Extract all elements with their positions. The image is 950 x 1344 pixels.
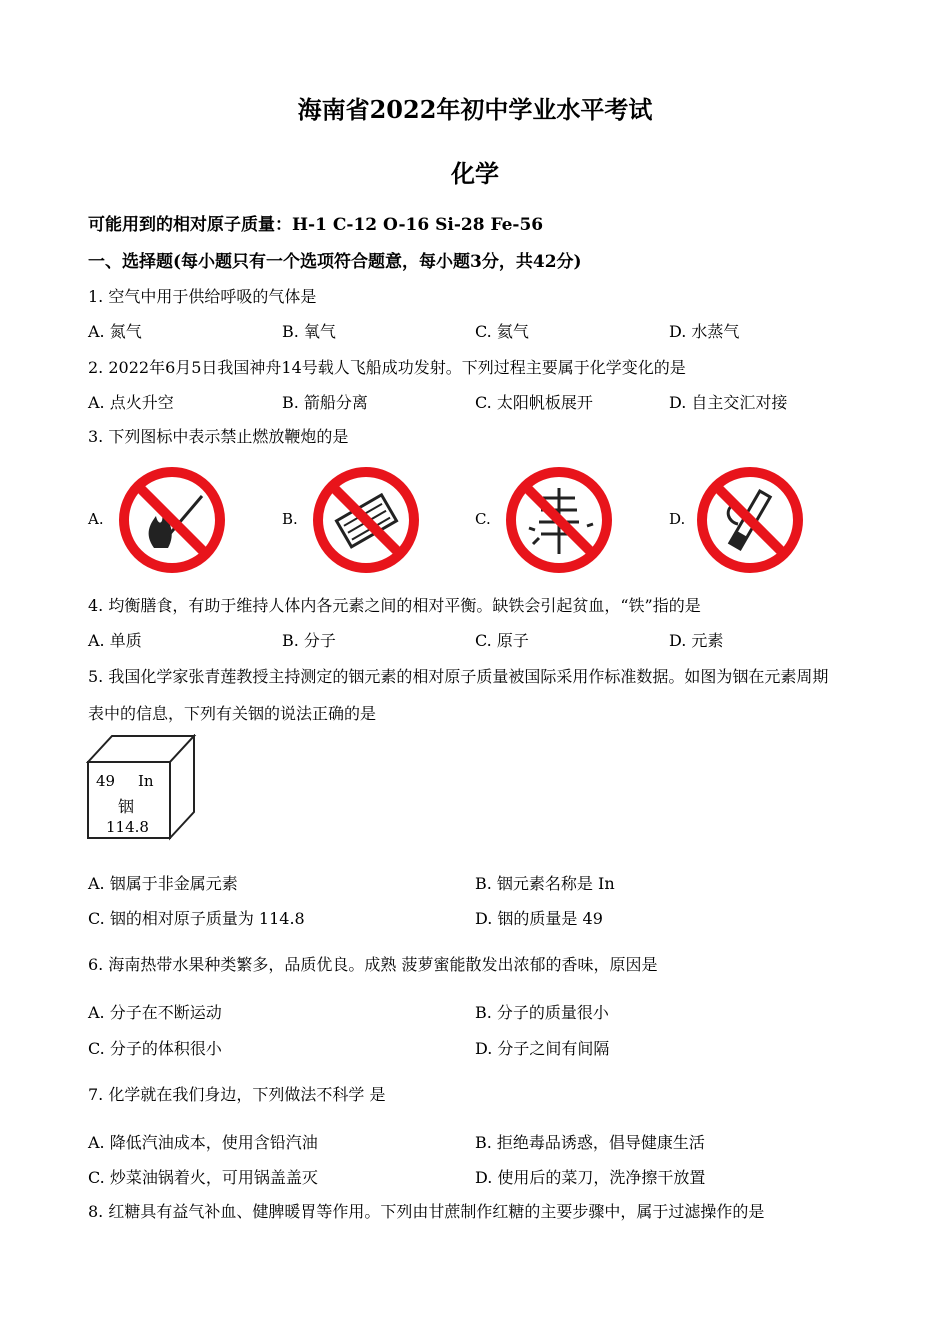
q4-option-a: A. 单质 bbox=[88, 631, 142, 650]
indium-element-card bbox=[86, 734, 198, 842]
sign-options bbox=[0, 462, 950, 580]
q1-option-b: B. 氧气 bbox=[282, 322, 336, 341]
question-2: 2. 2022年6月5日我国神舟14号载人飞船成功发射。下列过程主要属于化学变化的是 bbox=[88, 358, 686, 377]
atomic-masses: 可能用到的相对原子质量：H-1 C-12 O-16 Si-28 Fe-56 bbox=[88, 215, 544, 235]
q4-option-d: D. 元素 bbox=[669, 631, 724, 650]
q6-option-d: D. 分子之间有间隔 bbox=[475, 1039, 610, 1058]
element-symbol: In bbox=[138, 772, 154, 790]
q5-option-b: B. 铟元素名称是 In bbox=[475, 874, 615, 893]
no-firecrackers-icon bbox=[503, 464, 615, 576]
q6-option-b: B. 分子的质量很小 bbox=[475, 1003, 609, 1022]
q7-option-c: C. 炒菜油锅着火，可用锅盖盖灭 bbox=[88, 1168, 318, 1187]
question-6: 6. 海南热带水果种类繁多，品质优良。成熟 菠萝蜜能散发出浓郁的香味，原因是 bbox=[88, 955, 658, 974]
no-matches-icon bbox=[310, 464, 422, 576]
q5-option-a: A. 铟属于非金属元素 bbox=[88, 874, 238, 893]
q5-option-c: C. 铟的相对原子质量为 114.8 bbox=[88, 909, 305, 928]
question-8: 8. 红糖具有益气补血、健脾暖胃等作用。下列由甘蔗制作红糖的主要步骤中，属于过滤操作的是 bbox=[88, 1202, 765, 1221]
q3-label-c: C. bbox=[475, 510, 491, 528]
q2-option-d: D. 自主交汇对接 bbox=[669, 393, 788, 412]
q7-option-d: D. 使用后的菜刀，洗净擦干放置 bbox=[475, 1168, 706, 1187]
q1-option-c: C. 氦气 bbox=[475, 322, 529, 341]
q2-option-a: A. 点火升空 bbox=[88, 393, 174, 412]
question-4: 4. 均衡膳食，有助于维持人体内各元素之间的相对平衡。缺铁会引起贫血，“铁”指的是 bbox=[88, 596, 701, 615]
q3-label-b: B. bbox=[282, 510, 298, 528]
question-1: 1. 空气中用于供给呼吸的气体是 bbox=[88, 287, 317, 306]
q4-option-b: B. 分子 bbox=[282, 631, 336, 650]
atomic-mass: 114.8 bbox=[106, 818, 149, 836]
q3-label-a: A. bbox=[88, 510, 104, 528]
exam-title: 海南省2022年初中学业水平考试 bbox=[297, 95, 653, 124]
no-smoking-icon bbox=[694, 464, 806, 576]
no-open-flame-icon bbox=[116, 464, 228, 576]
element-name: 铟 bbox=[118, 797, 135, 816]
q7-option-a: A. 降低汽油成本，使用含铅汽油 bbox=[88, 1133, 318, 1152]
q7-option-b: B. 拒绝毒品诱惑，倡导健康生活 bbox=[475, 1133, 705, 1152]
q5-option-d: D. 铟的质量是 49 bbox=[475, 909, 603, 928]
q6-option-c: C. 分子的体积很小 bbox=[88, 1039, 222, 1058]
question-3: 3. 下列图标中表示禁止燃放鞭炮的是 bbox=[88, 427, 349, 446]
section-heading: 一、选择题(每小题只有一个选项符合题意，每小题3分，共42分) bbox=[88, 252, 582, 272]
question-5-line2: 表中的信息，下列有关铟的说法正确的是 bbox=[88, 704, 377, 723]
q6-option-a: A. 分子在不断运动 bbox=[88, 1003, 222, 1022]
question-5-line1: 5. 我国化学家张青莲教授主持测定的铟元素的相对原子质量被国际采用作标准数据。如图为铟在元素周期 bbox=[88, 667, 829, 686]
question-7: 7. 化学就在我们身边，下列做法不科学 是 bbox=[88, 1085, 386, 1104]
q2-option-b: B. 箭船分离 bbox=[282, 393, 368, 412]
subject-title: 化学 bbox=[451, 159, 499, 188]
atomic-number: 49 bbox=[96, 772, 116, 790]
q1-option-a: A. 氮气 bbox=[88, 322, 142, 341]
q3-label-d: D. bbox=[669, 510, 686, 528]
q2-option-c: C. 太阳帆板展开 bbox=[475, 393, 593, 412]
q1-option-d: D. 水蒸气 bbox=[669, 322, 740, 341]
q4-option-c: C. 原子 bbox=[475, 631, 529, 650]
